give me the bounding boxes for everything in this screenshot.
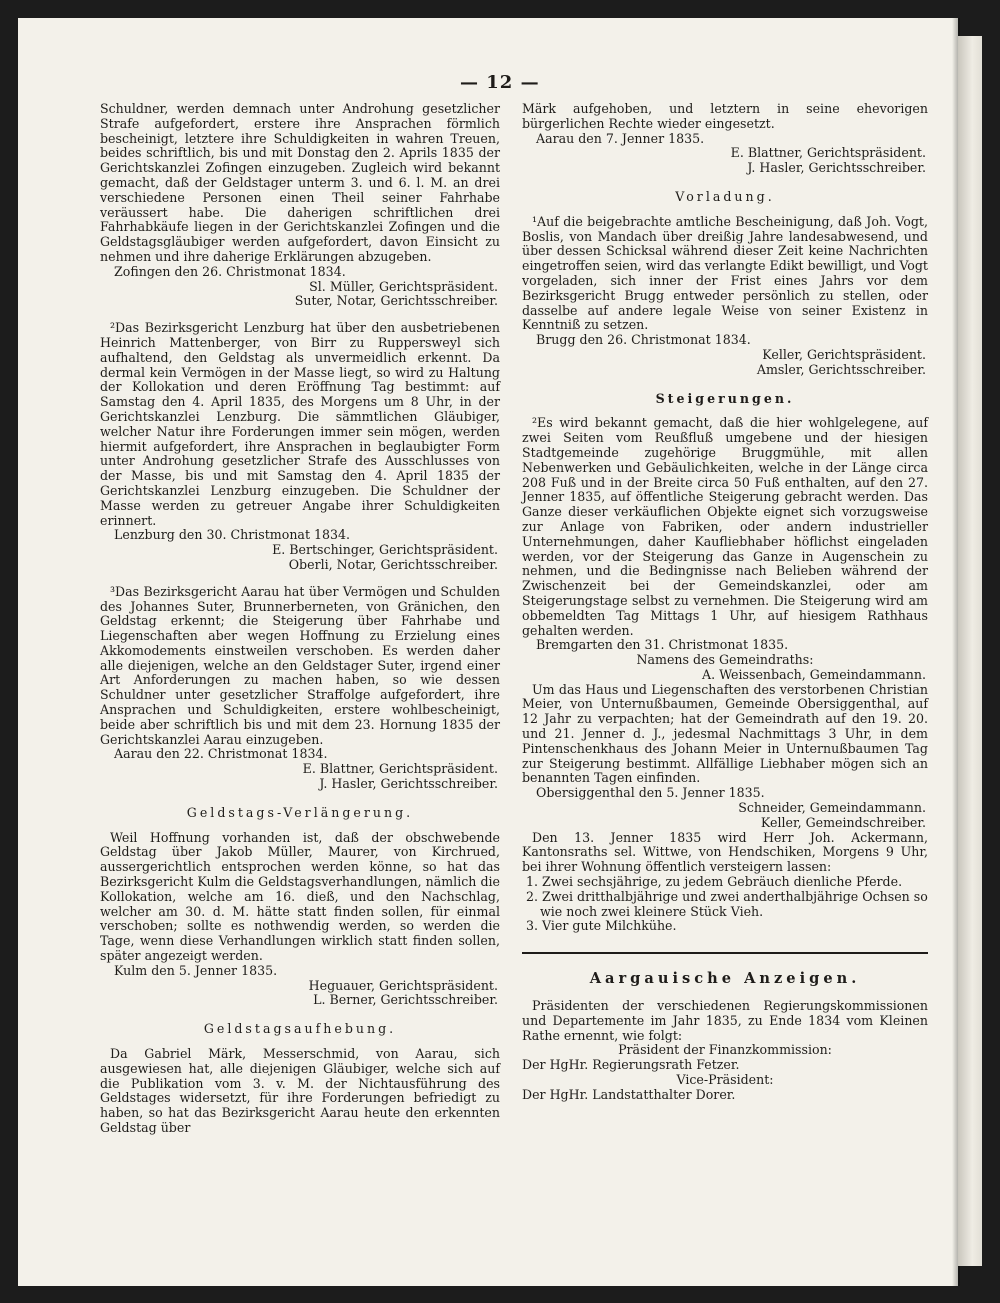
right-column xyxy=(522,102,928,1103)
notice-signature: L. Berner, Gerichtsschreiber. xyxy=(313,992,498,1008)
notice-paragraph: Präsidenten der verschiedenen Regierungskommissionen und Departemente im Jahr 1835, zu Ende 1834 vom Kleinen Rathe ernennt, wie folgt: xyxy=(522,998,928,1043)
notice-signature-title: Namens des Gemeindraths: xyxy=(636,652,814,668)
notice-signature: Amsler, Gerichtsschreiber. xyxy=(756,361,926,377)
section-heading-verlaengerung: Geldstags-Verlängerung. xyxy=(186,804,414,820)
notice-place-date: Lenzburg den 30. Christmonat 1834. xyxy=(114,527,351,543)
section-heading-aufhebung: Geldstagsaufhebung. xyxy=(203,1021,397,1037)
notice-place-date: Brugg den 26. Christmonat 1834. xyxy=(536,332,751,348)
section-divider xyxy=(522,952,928,954)
notice-signature: Keller, Gemeindschreiber. xyxy=(760,814,926,830)
notice-paragraph: Den 13. Jenner 1835 wird Herr Joh. Ackermann, Kantonsraths sel. Wittwe, von Hendschiken, Morgens 9 Uhr, bei ihrer Wohnung öffentlich versteigern lassen: xyxy=(522,829,928,875)
notice-signature: Keller, Gerichtspräsident. xyxy=(762,346,926,362)
office-title: Präsident der Finanzkommission: xyxy=(618,1042,832,1058)
notice-signature: E. Bertschinger, Gerichtspräsident. xyxy=(272,542,498,558)
notice-paragraph: ²Es wird bekannt gemacht, daß die hier wohlgelegene, auf zwei Seiten vom Reußfluß umgebene und der hiesigen Stadtgemeinde zugehörige Bruggmühle, mit allen Nebenwerken und Gebäulichkeiten, welche in der Länge circa 208 Fuß und in der Breite circa 50 Fuß enthalten, auf den 27. Jenner 1835, auf öffentliche Steigerung gebracht werden. Das Ganze dieser verkäuflichen Objekte eignet sich vorzugsweise zur Anlage von Fabriken, oder andern industrieller Unternehmungen, daher Kaufliebhaber höflichst eingeladen werden, vor der Steigerung das Ganze in Augenschein zu nehmen, und die Bedingnisse nach Belieben während der Zwischenzeit bei der Gemeindskanzlei, oder am Steigerungstage selbst zu vernehmen. Die Steigerung wird am obbemeldten Tag Mittags 1 Uhr, auf hiesigem Rathhaus gehalten werden. xyxy=(522,415,928,638)
notice-signature: E. Blattner, Gerichtspräsident. xyxy=(302,761,498,777)
notice-place-date: Kulm den 5. Jenner 1835. xyxy=(114,962,278,978)
notice-signature: Oberli, Notar, Gerichtsschreiber. xyxy=(288,556,498,572)
notice-place-date: Aarau den 7. Jenner 1835. xyxy=(536,130,705,146)
notice-paragraph: ¹Auf die beigebrachte amtliche Bescheinigung, daß Joh. Vogt, Boslis, von Mandach über dreißig Jahre landesabwesend, und über dessen Schicksal während dieser Zeit keine Nachrichten eingetroffen seien, wird das verlangte Edikt bewilligt, und Vogt vorgeladen, sich inner der Frist eines Jahrs vor dem Bezirksgericht Brugg entweder persönlich zu stellen, oder dasselbe auf andere legale Weise von seiner Existenz in Kenntniß zu setzen. xyxy=(522,213,928,333)
notice-place-date: Aarau den 22. Christmonat 1834. xyxy=(114,746,328,762)
office-holder: Der HgHr. Landstatthalter Dorer. xyxy=(522,1086,736,1102)
list-item: 2. Zwei dritthalbjährige und zwei anderthalbjährige Ochsen so wie noch zwei kleinere Stück Vieh. xyxy=(526,888,928,919)
notice-place-date: Obersiggenthal den 5. Jenner 1835. xyxy=(536,785,765,801)
notice-signature: A. Weissenbach, Gemeindammann. xyxy=(702,666,926,682)
notice-signature: E. Blattner, Gerichtspräsident. xyxy=(730,145,926,161)
notice-paragraph: ²Das Bezirksgericht Lenzburg hat über den ausbetriebenen Heinrich Mattenberger, von Birr zu Ruppersweyl sich aufhaltend, den Geldstag als unvermeidlich erkennt. Da dermal kein Vermögen in der Masse liegt, so wird zu Haltung der Kollokation und deren Eröffnung Tag bestimmt: auf Samstag den 4. April 1835, des Morgens um 8 Uhr, in der Gerichtskanzlei Lenzburg. Die sämmtlichen Gläubiger, welcher Natur ihre Forderungen immer sein mögen, werden hiermit aufgefordert, ihre Ansprachen in beglaubigter Form unter Androhung gesetzlicher Strafe des Ausschlusses von der Masse, bis und mit Samstag den 4. April 1835 der Gerichtskanzlei Lenzburg einzugeben. Die Schuldner der Masse werden zu getreuer Angabe ihrer Schuldigkeiten erinnert. xyxy=(100,320,500,528)
notice-place-date: Bremgarten den 31. Christmonat 1835. xyxy=(536,637,789,653)
page-number: — 12 — xyxy=(460,72,540,93)
notice-signature: J. Hasler, Gerichtsschreiber. xyxy=(319,776,498,792)
notice-signature: Heguauer, Gerichtspräsident. xyxy=(308,977,498,993)
notice-paragraph: Weil Hoffnung vorhanden ist, daß der obschwebende Geldstag über Jakob Müller, Maurer, von Kirchrued, aussergerichtlich entsprochen werden könne, so hat das Bezirksgericht Kulm die Geldstagsverhandlungen, nämlich die Kollokation, welche am 16. dieß, und den Nachschlag, welcher am 30. d. M. hätte statt finden sollen, für einmal verschoben; sollte es nothwendig werden, so werden die Tage, wenn diese Verhandlungen wirklich statt finden sollen, später angezeigt werden. xyxy=(100,829,500,964)
notice-signature: Schneider, Gemeindammann. xyxy=(738,800,926,816)
office-title: Vice-Präsident: xyxy=(676,1072,774,1088)
notice-paragraph: Um das Haus und Liegenschaften des verstorbenen Christian Meier, von Unternußbaumen, Gemeinde Obersiggenthal, auf 12 Jahr zu verpachten; hat der Gemeindrath auf den 19. 20. und 21. Jenner d. J., jedesmal Nachmittags 3 Uhr, in dem Pintenschenkhaus des Johann Meier in Unternußbaumen Tag zur Steigerung bestimmt. Allfällige Liebhaber mögen sich an benannten Tagen einfinden. xyxy=(522,681,928,786)
notice-paragraph: Da Gabriel Märk, Messerschmid, von Aarau, sich ausgewiesen hat, alle diejenigen Gläubiger, welche sich auf die Publikation vom 3. v. M. der Nichtausführung des Geldstages widersetzt, für ihre Forderungen befriedigt zu haben, so hat das Bezirksgericht Aarau heute den erkennten Geldstag über xyxy=(100,1046,500,1135)
notice-signature: Suter, Notar, Gerichtsschreiber. xyxy=(294,293,498,309)
office-holder: Der HgHr. Regierungsrath Fetzer. xyxy=(522,1057,740,1073)
list-item: 3. Vier gute Milchkühe. xyxy=(526,918,677,934)
auction-item-list xyxy=(522,875,928,934)
next-page-edge xyxy=(958,36,982,1266)
notice-place-date: Zofingen den 26. Christmonat 1834. xyxy=(114,263,346,279)
notice-paragraph: Schuldner, werden demnach unter Androhung gesetzlicher Strafe aufgefordert, erstere ihre Ansprachen förmlich bescheinigt, letztere ihre Schuldigkeiten in wahren Treuen, beides schriftlich, bis und mit Donstag den 2. Aprils 1835 der Gerichtskanzlei Zofingen einzugeben. Zugleich wird bekannt gemacht, daß der Geldstager unterm 3. und 6. l. M. an drei verschiedene Personen einen Theil seiner Fahrhabe veräussert habe. Die daherigen schriftlichen drei Fahrhabkäufe liegen in der Gerichtskanzlei Zofingen und die Geldstagsgläubiger werden aufgefordert, davon Einsicht zu nehmen und ihre daherige Erklärungen abzugeben. xyxy=(100,101,500,264)
section-heading-vorladung: Vorladung. xyxy=(675,188,775,204)
notice-paragraph: Märk aufgehoben, und letztern in seine ehevorigen bürgerlichen Rechte wieder eingesetzt. xyxy=(522,101,928,131)
left-column xyxy=(100,102,500,1136)
section-heading-anzeigen: Aargauische Anzeigen. xyxy=(589,970,861,988)
notice-signature: Sl. Müller, Gerichtspräsident. xyxy=(309,278,498,294)
notice-signature: J. Hasler, Gerichtsschreiber. xyxy=(747,160,926,176)
notice-paragraph: ³Das Bezirksgericht Aarau hat über Vermögen und Schulden des Johannes Suter, Brunnerberneten, von Gränichen, den Geldstag erkennt; die Steigerung über Fahrhabe und Liegenschaften aber wegen Hoffnung zu Erzielung eines Akkomodements einstweilen verschoben. Es werden daher alle diejenigen, welche an den Geldstager Suter, irgend einer Art Anforderungen zu machen haben, so wie dessen Schuldner unter gesetzlicher Straffolge aufgefordert, ihre Ansprachen und Schuldigkeiten, erstere wohlbescheinigt, beide aber schriftlich bis und mit dem 23. Hornung 1835 der Gerichtskanzlei Aarau einzugeben. xyxy=(100,583,500,747)
list-item: 1. Zwei sechsjährige, zu jedem Gebräuch dienliche Pferde. xyxy=(526,874,903,890)
section-heading-steigerungen: Steigerungen. xyxy=(655,390,795,406)
